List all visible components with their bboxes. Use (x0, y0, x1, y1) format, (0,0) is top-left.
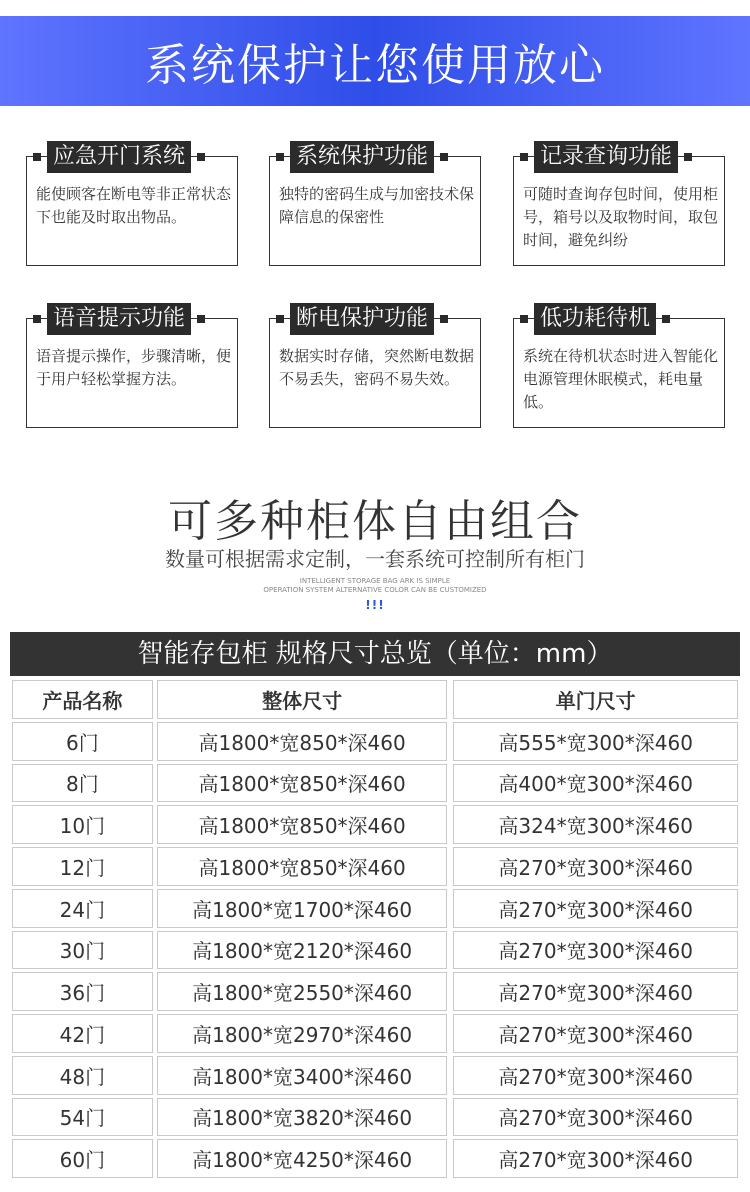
feature-desc: 数据实时存储，突然断电数据不易丢失，密码不易失效。 (279, 347, 475, 388)
cell-overall-size: 高1800*宽850*深460 (157, 722, 448, 761)
cell-door-size: 高270*宽300*深460 (453, 1139, 738, 1178)
cell-product-name: 60门 (12, 1139, 153, 1178)
cell-product-name: 42门 (12, 1014, 153, 1053)
feature-desc: 独特的密码生成与加密技术保障信息的保密性 (279, 185, 475, 226)
feature-title: 系统保护功能 (290, 141, 434, 173)
cell-door-size: 高270*宽300*深460 (453, 1056, 738, 1095)
cell-product-name: 54门 (12, 1098, 153, 1137)
cell-door-size: 高270*宽300*深460 (453, 972, 738, 1011)
cell-overall-size: 高1800*宽3820*深460 (157, 1098, 448, 1137)
exclamation-mark-icon: !!! (365, 598, 385, 612)
feature-box-voice-prompt (26, 306, 238, 428)
cell-overall-size: 高1800*宽850*深460 (157, 764, 448, 803)
feature-title: 记录查询功能 (534, 141, 678, 173)
hero-title: 系统保护让您使用放心 (145, 40, 605, 91)
feature-box-power-failure (269, 306, 481, 428)
cell-product-name: 6门 (12, 722, 153, 761)
feature-title: 低功耗待机 (534, 303, 656, 335)
feature-desc: 可随时查询存包时间，使用柜号，箱号以及取物时间，取包时间，避免纠纷 (523, 185, 719, 249)
table-row (12, 847, 739, 889)
cell-overall-size: 高1800*宽2970*深460 (157, 1014, 448, 1053)
cell-overall-size: 高1800*宽3400*深460 (157, 1056, 448, 1095)
cell-product-name: 48门 (12, 1056, 153, 1095)
cell-product-name: 10门 (12, 805, 153, 844)
table-header-row (12, 680, 739, 722)
table-row (12, 764, 739, 806)
cell-product-name: 24门 (12, 889, 153, 928)
cell-product-name: 8门 (12, 764, 153, 803)
cell-overall-size: 高1800*宽4250*深460 (157, 1139, 448, 1178)
spec-table (12, 680, 739, 1181)
feature-desc: 语音提示操作，步骤清晰，便于用户轻松掌握方法。 (36, 347, 232, 388)
feature-box-system-protect (269, 144, 481, 266)
cell-door-size: 高324*宽300*深460 (453, 805, 738, 844)
cell-door-size: 高555*宽300*深460 (453, 722, 738, 761)
cell-door-size: 高400*宽300*深460 (453, 764, 738, 803)
table-row (12, 1139, 739, 1181)
table-row (12, 1056, 739, 1098)
feature-title: 应急开门系统 (47, 141, 191, 173)
header-overall-size: 整体尺寸 (157, 680, 448, 719)
cell-product-name: 12门 (12, 847, 153, 886)
cell-door-size: 高270*宽300*深460 (453, 847, 738, 886)
table-row (12, 1098, 739, 1140)
cell-door-size: 高270*宽300*深460 (453, 1014, 738, 1053)
table-row (12, 889, 739, 931)
combo-title: 可多种柜体自由组合 (168, 496, 582, 547)
combo-english-caption (0, 577, 750, 595)
cell-overall-size: 高1800*宽1700*深460 (157, 889, 448, 928)
cell-overall-size: 高1800*宽2120*深460 (157, 931, 448, 970)
feature-box-low-power (513, 306, 725, 428)
cell-overall-size: 高1800*宽2550*深460 (157, 972, 448, 1011)
spec-table-banner: 智能存包柜 规格尺寸总览（单位：mm） (10, 632, 740, 676)
cell-product-name: 30门 (12, 931, 153, 970)
cell-overall-size: 高1800*宽850*深460 (157, 805, 448, 844)
cell-product-name: 36门 (12, 972, 153, 1011)
header-door-size: 单门尺寸 (453, 680, 738, 719)
table-body (12, 722, 739, 1181)
feature-title: 语音提示功能 (47, 303, 191, 335)
combo-english-line: INTELLIGENT STORAGE BAG ARK IS SIMPLE (299, 577, 451, 585)
cell-door-size: 高270*宽300*深460 (453, 1098, 738, 1137)
cell-door-size: 高270*宽300*深460 (453, 889, 738, 928)
table-row (12, 1014, 739, 1056)
combo-subtitle: 数量可根据需求定制，一套系统可控制所有柜门 (165, 547, 585, 571)
feature-desc: 系统在待机状态时进入智能化电源管理休眠模式，耗电量低。 (523, 347, 719, 411)
feature-box-record-query (513, 144, 725, 266)
table-row (12, 805, 739, 847)
table-row (12, 972, 739, 1014)
top-strip (0, 0, 750, 16)
header-product-name: 产品名称 (12, 680, 153, 719)
table-row (12, 931, 739, 973)
cell-door-size: 高270*宽300*深460 (453, 931, 738, 970)
feature-title: 断电保护功能 (290, 303, 434, 335)
table-row (12, 722, 739, 764)
cell-overall-size: 高1800*宽850*深460 (157, 847, 448, 886)
feature-desc: 能使顾客在断电等非正常状态下也能及时取出物品。 (36, 185, 232, 226)
combo-english-line: OPERATION SYSTEM ALTERNATIVE COLOR CAN BE CUSTOMIZED (263, 586, 487, 594)
hero-banner (0, 16, 750, 106)
feature-box-emergency-open (26, 144, 238, 266)
